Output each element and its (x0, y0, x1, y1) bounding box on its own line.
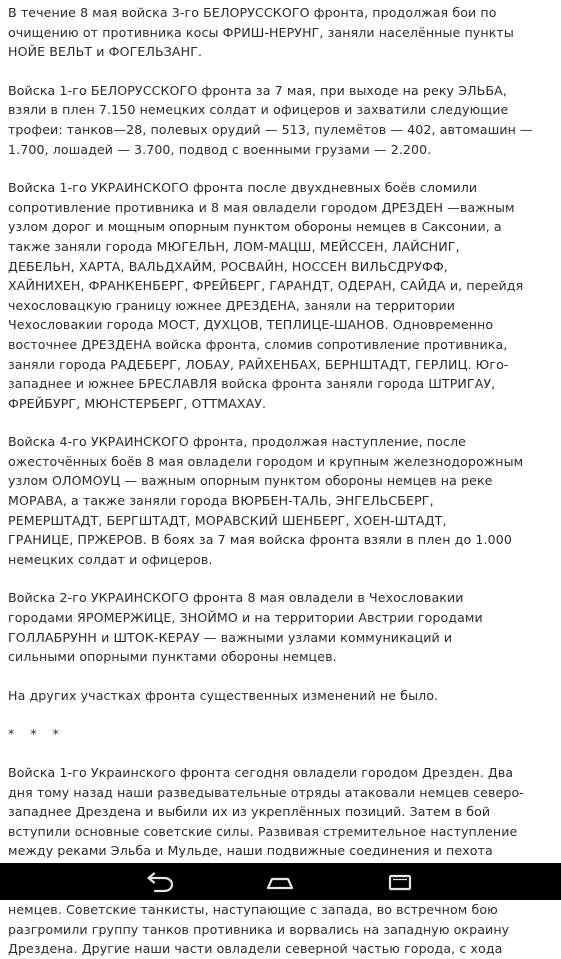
paragraph-front-2-ukrainian: Войска 2-го УКРАИНСКОГО фронта 8 мая овладели в Чехословакии городами ЯРОМЕРЖИЦЕ, ЗНОЙМО и на территории Австрии городами ГОЛЛАБРУНН и ШТОК-КЕРАУ — важными узлами коммуникаций и сильными опорными пунктами обороны немцев. (8, 590, 483, 665)
paragraph-other-sectors: На других участках фронта существенных изменений не было. (8, 687, 439, 703)
recents-button[interactable] (370, 863, 430, 900)
paragraph-dresden-report: Войска 1-го Украинского фронта сегодня овладели городом Дрезден. Два дня тому назад наши разведывательные отряды атаковали немцев северо- западнее Дрездена и выбили их из укреплённых позиций. Затем в бой вступили основные советские силы. Развивая стремительное наступление между реками Эльба и Мульде, наши подвижные соединения и пехота немцев. Советские танкисты, наступающие с запада, во встречном бою разгромили группу танков противника и ворвались на западную окраину Дрездена. Другие наши части овладели северной частью города, с хода (8, 765, 524, 957)
back-button[interactable] (130, 863, 190, 900)
home-icon (262, 871, 298, 893)
recents-icon (383, 871, 417, 893)
back-icon (143, 871, 177, 893)
section-separator: * * * (8, 726, 65, 742)
paragraph-front-1-belorussian: Войска 1-го БЕЛОРУССКОГО фронта за 7 мая, при выходе на реку ЭЛЬБА, взяли в плен 7.150 немецких солдат и офицеров и захватили следующие трофеи: танков—28, полевых орудий — 513, пулемётов — 402, автомашин — 1.700, лошадей — 3.700, подвод с военными грузами — 2.200. (8, 82, 533, 157)
system-navigation-bar (0, 863, 561, 900)
paragraph-front-4-ukrainian: Войска 4-го УКРАИНСКОГО фронта, продолжая наступление, после ожесточённых боёв 8 мая овладели городом и крупным железнодорожным узлом ОЛОМОУЦ — важным опорным пунктом обороны немцев на реке МОРАВА, а также заняли города ВЮРБЕН-ТАЛЬ, ЭНГЕЛЬСБЕРГ, РЕМЕРШТАДТ, БЕРГШТАДТ, МОРАВСКИЙ ШЕНБЕРГ, ХОЕН-ШТАДТ, ГРАНИЦЕ, ПРЖЕРОВ. В боях за 7 мая войска фронта взяли в плен до 1.000 немецких солдат и офицеров. (8, 434, 524, 567)
paragraph-front-3-belorussian: В течение 8 мая войска 3-го БЕЛОРУССКОГО фронта, продолжая бои по очищению от противника косы ФРИШ-НЕРУНГ, заняли населённые пункты НОЙЕ ВЕЛЬТ и ФОГЕЛЬЗАНГ. (8, 5, 514, 60)
paragraph-front-1-ukrainian: Войска 1-го УКРАИНСКОГО фронта после двухдневных боёв сломили сопротивление противника и 8 мая овладели городом ДРЕЗДЕН —важным узлом дорог и мощным опорным пунктом обороны немцев в Саксонии, а также заняли города МЮГЕЛЬН, ЛОМ-МАЦШ, МЕЙССЕН, ЛАЙСНИГ, ДЕБЕЛЬН, ХАРТА, ВАЛЬДХАЙМ, РОСВАЙН, НОССЕН ВИЛЬСДРУФФ, ХАЙНИХЕН, ФРАНКЕНБЕРГ, ФРЕЙБЕРГ, ГАРАНДТ, ОДЕРАН, САЙДА и, перейдя чехословацкую границу южнее ДРЕЗДЕНА, заняли на территории Чехословакии города МОСТ, ДУХЦОВ, ТЕПЛИЦЕ-ШАНОВ. Одновременно восточнее ДРЕЗДЕНА войска фронта, сломив сопротивление противника, заняли города РАДЕБЕРГ, ЛОБАУ, РАЙХЕНБАХ, БЕРНШТАДТ, ГЕРЛИЦ. Юго- западнее и южнее БРЕСЛАВЛЯ войска фронта заняли города ШТРИГАУ, ФРЕЙБУРГ, МЮНСТЕРБЕРГ, ОТТМАХАУ. (8, 180, 524, 411)
home-button[interactable] (250, 863, 310, 900)
